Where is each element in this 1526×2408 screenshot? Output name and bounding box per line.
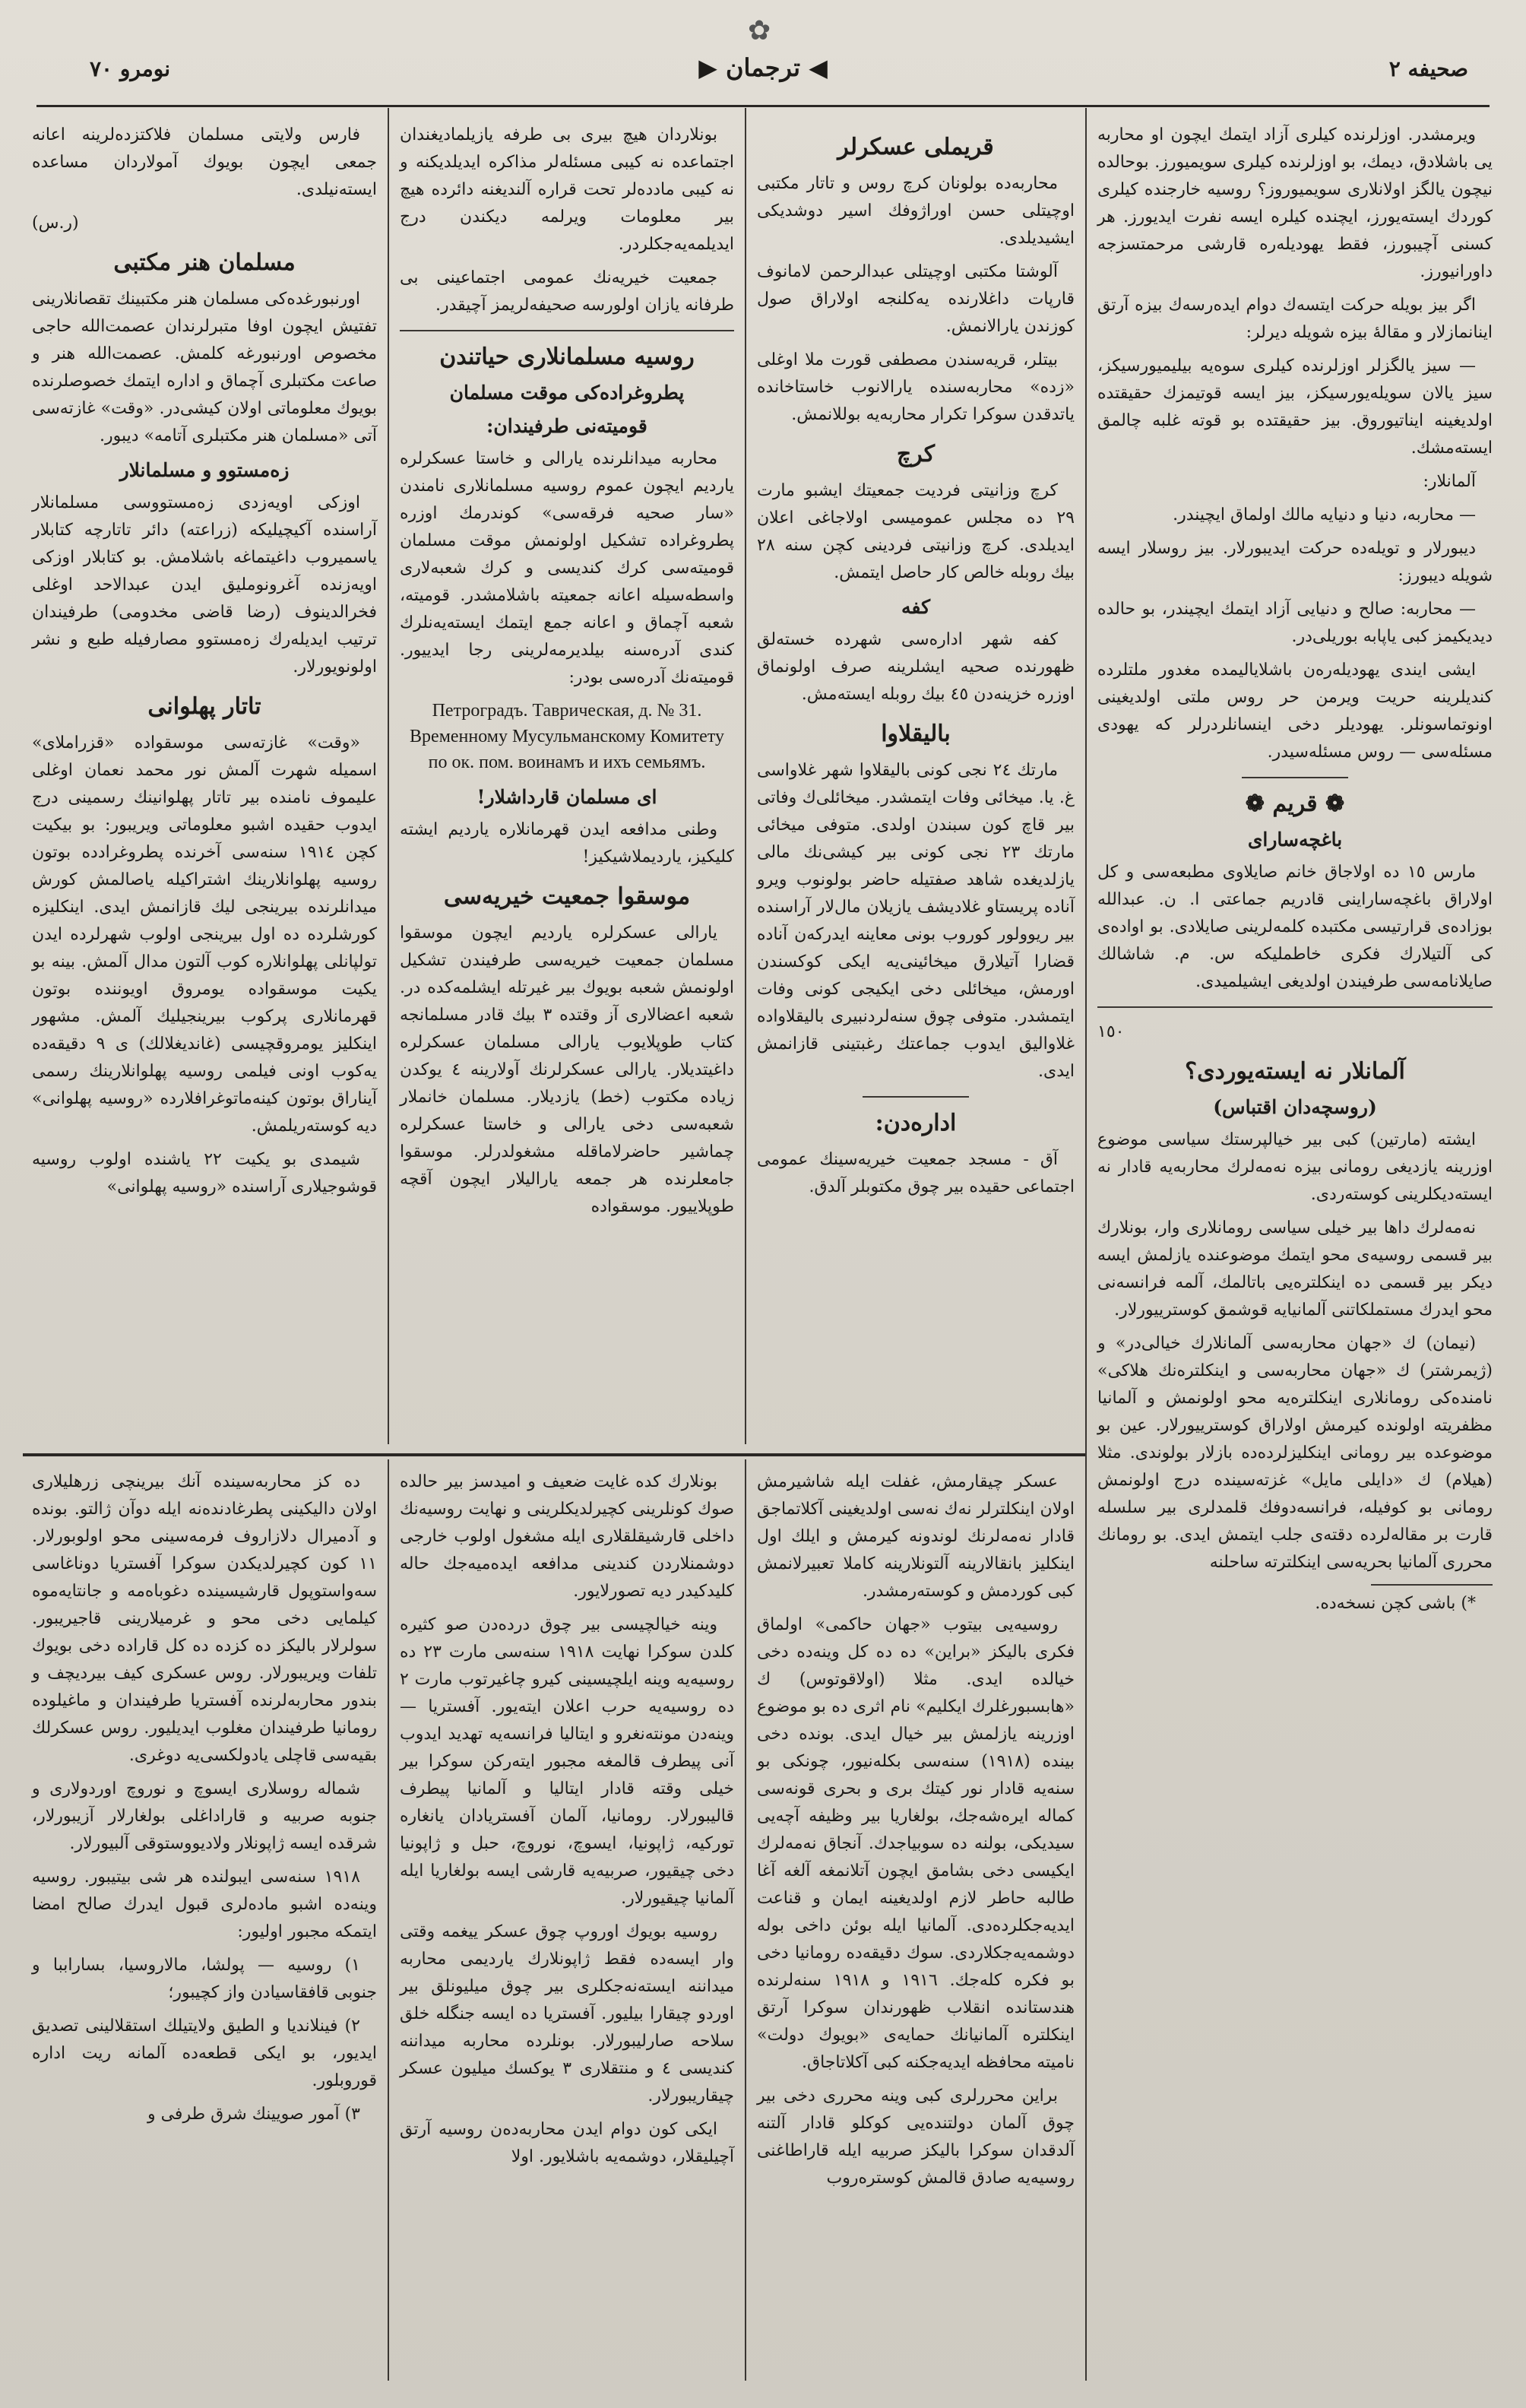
footnote-rule (1371, 1584, 1493, 1586)
paragraph: ده کز محاربه‌سینده آنك بیرینچی زرهلیلاری اولان دالیکینی پطرغادنده‌نه ایله دوآن ژالتو. بونده و آدمیرال دلازاروف فرمه‌سینی محو اولوبورلار. ١١ کون کچیرلدیکدن سوکرا آفستریا دوناغاسی سه‌واستوپول قارشیسینده دغوباه‌مه و جانتایه‌موه کیلمایی دخی محو و غرمیلارینی قاجیریبور. سولرلار بالیکز ده کزده ده کل قاراده دخی بویوك تلفات ویریبورلار. روس عسکری کیف بیردیچف و بندور محاربه‌لرنده آفستریا طرفیندان و ماغیلوده رومانیا طرفیندان مغلوب ایدیلیور. روس عسکرلك بقیه‌سی قاچلی یادولکسی‌یه دوغری. (32, 1472, 377, 1765)
paragraph: آلوشتا مکتبی اوچیتلی عبدالرحمن لامانوف قارپات داغلارنده یه‌کلنجه اولاراق صول کوزندن یارالانمش. (757, 262, 1075, 336)
newspaper-name: ◀ ترجمان ▶ (698, 53, 828, 82)
paragraph: ویرمشدر. اوزلرنده کیلری آزاد ایتمك ایچون او محاربه یی باشلادق، دیمك، بو اوزلرنده کیلری سویمیورز. بوحالده نیچون یالگز اولانلاری سویمیوروز؟ روسیه خارجنده کیلری کوردك ایسته‌یورز، ایچنده کیلره ایسه نفرت ایدیورز. هر کسنی آچیبورز، فقط یهودیله‌ره قارشی مرحمتسزجه داورانیورز. (1097, 125, 1493, 281)
divider (400, 330, 734, 331)
paragraph: کفه شهر اداره‌سی شهرده خسته‌لق ظهورنده صحیه ایشلرینه صرف اولونماق اوزره خزینه‌دن ٤٥ بیك روبله ایسته‌مش. (757, 630, 1075, 704)
page-number: صحیفه ٢ (1388, 56, 1468, 81)
paragraph: یارالی عسکرلره یاردیم ایچون موسقوا مسلمان جمعیت خیریه‌سی طرفیندن تشکیل اولونمش شعبه بویوك بیر غیرتله ایشلمه‌کده در. شعبه اعضالاری آز وقتده ٣ بیك قادر مسلمانجه کتاب طوپلایوب یارالی مسلمان عسکرلره داغیتدیلار. یارالی عسکرلرنك آولارینه ٤ یوکدن زیاده مکتوب (خط) یازدیلار. مسلمان خانملار شعبه‌سی دخی یارالی و خاستا عسکرلره چماشیر حاضرلاماقله مشغولدرلر. موسقوا جامعلرنده هر جمعه یارالیلار ایچون آقچه طوپلاییور. موسقواده (400, 924, 734, 1216)
divider (863, 1096, 969, 1098)
column-rule (745, 1459, 746, 2381)
paragraph: مارس ١٥ ده اولاجاق خانم صایلاوی مطبعه‌سی و کل اولاراق باغچه‌ساراینی قادریم جماعتی ا. ن. عبدالله بوزاده‌ی قرارتیسی مکتبده کلمه‌لرینی صایلادی. بو اواده‌ی کی آلتیلارك فکری خاطملیکه س. م. شاشالك صایلانامه‌سی طرفیندن اولدیغی ایشیلمیدی. (1097, 863, 1493, 991)
paragraph: محاربه‌ده بولونان کرچ روس و تاتار مکتبی اوچیتلی حسن اوراژوفك اسیر دوشدیکی ایشیدیلدی. (757, 174, 1075, 248)
signature: (ر.س) (32, 214, 79, 233)
page-header (36, 15, 1490, 99)
paragraph: — محاربه: صالح و دنیایی آزاد ایتمك ایچیندر، بو حالده دیدیکیمز کبی یاپابه بوریلی‌در. (1097, 600, 1493, 646)
column-rule (745, 108, 746, 1444)
bottom-column-2 (757, 1469, 1075, 2198)
paragraph: ایکی کون دوام ایدن محاربه‌ده‌ن روسیه آرتق آچیلیقلار، دوشمه‌یه باشلایور. اولا (400, 2120, 734, 2166)
paragraph: وطنی مدافعه ایدن قهرمانلاره یاردیم ایشته کلیکیز، یاردیملاشیکیز! (400, 820, 734, 867)
article-number: ١٥٠ (1097, 1022, 1125, 1041)
column-rule (1085, 108, 1087, 2381)
paragraph: براین محررلری کبی وینه محرری دخی بیر چوق آلمان دولتنده‌یی کوکلو قادار آلتنه آلدقدان سوکرا بالیکز صربیه ایله قاراطاغنی روسیه‌یه صادق قالمش کوستره‌روب (757, 2086, 1075, 2188)
crimea-heading: قریم (1272, 791, 1318, 817)
paragraph: ایشی ایندی یهودیله‌ره‌ن باشلایالیمده مغدور ملتلرده کندیلرینه حریت ویرمن حر روس ملتی اولدیغینی اونوتماسونلر. یهودیلر دخی اینسانلردرلر که یهودی مسئله‌سی — روس مسئله‌سیدر. (1097, 661, 1493, 762)
address-line: Временному Мусульманскому Комитету (410, 727, 724, 746)
paragraph: بیتلر، قریه‌سندن مصطفی قورت ملا اوغلی «زده» محاربه‌سنده یارالانوب خاستاخانده یاتدقدن سوکرا تکرار محاربه‌یه بوللانمش. (757, 350, 1075, 424)
paragraph: اگر بیز بویله حرکت ایتسه‌ك دوام ایده‌رسه‌ك بیزه آرتق اینانمازلار و مقالهٔ بیزه شویله دیرلر: (1097, 296, 1493, 342)
paragraph: مارتك ٢٤ نجی کونی بالیقلاوا شهر غلاواسی غ. یا. میخائی وفات ایتمشدر. میخائلی‌ك وفاتی بیر قاچ کون سبندن اولدی. متوفی میخائی مارتك ٢٣ نجی کونی بیر کیشی‌نك مالی یازلدیغده شاهد صفتیله حاضر بولونوب ویرو آناده پریستاو غلادیشف یازیلان مال‌لار آراسنده بیر ریوولور کوروب بونی معاینه ایدرکه‌ن آناده قضارا آتیلارق میخائینی‌یه ایکی کوکسندن اورمش، میخائلی دخی ایکیجی کونی وفات ایتمشدر. متوفی چوق سنه‌لردنبیری بالیقلاواده غلاوالیق ایدوب جماعتك رغبتینی قازانمش ایدی. (757, 761, 1075, 1081)
paragraph: شیمدی بو یکیت ٢٢ یاشنده اولوب روسیه قوشوجیلاری آراسنده «روسیه پهلوانی» (32, 1150, 377, 1196)
list-item: ١) روسیه — پولشا، مالاروسیا، بساراببا و جنوبی قافقاسیادن واز کچیبور؛ (32, 1956, 377, 2002)
address-line: по ок. пом. воинамъ и ихъ семьямъ. (428, 752, 706, 772)
heading-russian-muslims: روسیه مسلمانلاری حیاتندن (439, 344, 695, 370)
paragraph: بونلارك کده غایت ضعیف و امیدسز بیر حالده صوك کونلرینی کچیرلدیکلرینی و نهایت روسیه‌نك داخلی قارشیقلقلاری ایله مشغول اولوب خارجی دوشمنلاردن کندینی مدافعه ایده‌میه‌جك حاله کلیدکیدر دیه تصورلایور. (400, 1472, 734, 1601)
header-rule (36, 105, 1490, 107)
paragraph: شماله روسلاری ایسوچ و نوروچ اوردولاری و جنوبه صربیه و قاراداغلی بولغارلار آزیبورلار، شرقده ایسه ژاپونلار ولادیووستوقی آلبیورلار. (32, 1779, 377, 1853)
paragraph: آلمانلار: (1423, 472, 1476, 491)
paragraph: وینه خیالچیسی بیر چوق درده‌دن صو کثیره کلدن سوکرا نهایت ١٩١٨ سنه‌سی مارت ٢٣ ده روسیه‌یه وینه ایلچیسینی کیرو چاغیرتوب مارت ٢ ده روسیه‌یه حرب اعلان ایته‌یور. آفستریا — وینه‌دن مونته‌نغرو و ایتالیا فرانسه‌یه تهدید ایدوب آنی پیطرف قالمغه مجبور ایته‌رکن سوکرا بیر خیلی وقته قادار ایتالیا و آلمانیا پیطرف قالیبورلار. رومانیا، آلمان آفستریادان یانغاره تورکیه، ژاپونیا، ایسوچ، نوروچ، حبل و ژاپونیا دخی چیقیور، صربیه‌یه قارشی ایسه بولغاریا ایله آلمانیا چیقیورلار. (400, 1615, 734, 1908)
heading-art-school: مسلمان هنر مکتبی (113, 249, 296, 276)
paragraph: نه‌مه‌لرك داها بیر خیلی سیاسی رومانلاری وار، بونلارك بیر قسمی روسیه‌ی محو ایتمك موضوعنده یازلمش ایسه دیکر بیر قسمی ده اینکلتره‌یی باتالمك، آلمه فرانسه‌نی محو ایدرك مستملکاتنی آلمانیایه قوشمق کوسترییورلار. (1097, 1218, 1493, 1320)
paragraph: روسیه بویوك اوروپ چوق عسکر ییغمه وقتی وار ایسه‌ده فقط ژاپونلارك یاردیمی محاربه میداننه ایسته‌نه‌جکلری بیر چوق میلیونلق بیر اوردو چیقارا بیلیور. آفستریا ده ایسه جنگله خلق سلاحه صارلیبورلار. بونلرده محاربه میداننه کندیسی ٤ و منتقلاری ٣ یوکسك میلیون عسکر چیقاریبورلار. (400, 1922, 735, 2105)
paragraph: اوزکی اویه‌زدی زه‌مستووسی مسلمانلار آراسنده آکیچیلیکه (زراعته) دائر تاتارچه کتابلار یاسمیروب داغیتماغه باشلامش. بو کتابلار اوزکی اویه‌زنده آغرونوملیق ایدن عبدالاحد اوغلی فخرالدینوف (رضا قاضی مخدومی) طرفیندان ترتیب ایدیله‌رك زه‌مستوو مصارفیله طبع و نشر اولونویورلار. (32, 493, 377, 676)
bottom-column-3 (400, 1469, 734, 2177)
paragraph: — سیز یالگزلر اوزلرنده کیلری سوه‌یه بیلیمیورسیکز، سیز یالان سویله‌یورسیکز، بیز ایسه قوتیمزك حقیقتده اولدیغینه ایناتیوروق. بیز حقیقتده بو قوته غلبه چالمق ایسته‌مشك. (1097, 356, 1493, 458)
heading-kefe: کفه (901, 596, 930, 618)
subheading-committee: پطروغراده‌کی موقت مسلمان (449, 382, 685, 404)
section-heading-crimea: ❁ قریم ❁ (1245, 791, 1345, 817)
subheading-committee-2: قومیته‌نی طرفیندان: (486, 415, 647, 437)
column-3 (400, 122, 734, 1227)
heading-crimean-soldiers: قریملی عسکرلر (837, 134, 994, 160)
article-subheading: (روسچه‌دان اقتباس) (1213, 1096, 1377, 1118)
paragraph: بونلاردان هیچ بیری بی طرفه یازیلمادیغندان اجتماعده نه کیبی مسئله‌لر مذاکره ایدیلدیکنه و نه کیبی مادده‌لر تحت قراره آلندیغنه دائرده هیچ بیر معلومات ویرلمه دیکندن درج ایدیلمه‌یه‌جکلردر. (400, 125, 734, 254)
list-item: ٣) آمور صویینك شرق طرفی و (147, 2105, 360, 2124)
heading-balaklava: بالیقلاوا (881, 721, 951, 747)
column-1 (1097, 122, 1493, 1624)
heading-tatar-wrestler: تاتار پهلوانی (147, 693, 261, 720)
issue-number: نومرو ٧٠ (90, 56, 171, 81)
paragraph: «وقت» غازته‌سی موسقواده «قزراملای» اسمیله شهرت آلمش نور محمد نعمان اوغلی علیموف نامنده بیر تاتار پهلوانینك رسمینی درج ایدوب حقیده اشبو معلوماتی ویریبور: بو بیکیت کچن ١٩١٤ سنه‌سی آخرنده پطروغرادده بوتون روسیه پهلوانلارینك اشتراکیله یاصالمش کورش میدانلرنده بیرینجی لیك قازانمش ایدی. اینکلیزه کورشلرده ده اول بیرینجی اولوب شهرلرده ایدن تولپانلی پهلوانلاره کوب آلتون مدال آلمش. بینه بو یکیت موسقواده یومروق اویوننده بوتون قهرمانلاری پرکوب بیرینجیلیك آلمش. مشهور اینکلیز یومروقچیسی (غاندیغلالك) ی ٩ دقیقه‌ده یه‌کوب اونی فیلمی روسیه پهلوانلارینك رسمی آیناراق بوتون کینه‌ماتوغرافلارده «روسیه پهلوانی» دیه کوسته‌ریلمش. (32, 733, 377, 1136)
newspaper-title: ترجمان (725, 53, 801, 82)
column-rule (388, 108, 389, 1444)
appeal-line: ای مسلمان قارداشلار! (476, 786, 657, 808)
paragraph: ١٩١٨ سنه‌سی ایبولنده هر شی بیتیبور. روسیه وینه‌ده اشبو ماده‌لری قبول ایدرك صالح امضا ایتمکه مجبور اولیور: (32, 1868, 377, 1941)
paragraph: (نیمان) ك «جهان محاربه‌سی آلمانلارك خیالی‌در» و (ژیمرشتر) ك «جهان محاربه‌سی و اینکلتره‌نك هلاکی» نامنده‌کی رومانلاری اینکلتره‌یه محو اولونمش و آلمانیا مظفریته اولونده کیرمش اولاراق کوسترییورلار. عین بو موضوعده بیر رومانی اینکلیزلرده‌ده بازلار بولوندی. مثلا (هیلام) ك «دایلی مایل» غزته‌سینده درج اولونمش رومانی بو کوفیله، فرانسه‌دوفك قلمدلری بیر سلسله قارت بر مقاله‌لرده دقته‌ی جلب ایتمش ایدی. بو رومانك محرری آلمانیا بحریه‌سی اینکلترته ساحلنه (1097, 1334, 1493, 1572)
column-4 (32, 122, 377, 1207)
header-ornament-icon: ✿ (748, 15, 771, 46)
bottom-column-4 (32, 1469, 377, 2134)
subheading-bahce: باغچه‌سارای (1247, 829, 1343, 851)
column-rule (388, 1459, 389, 2381)
paragraph: عسکر چیقارمش، غفلت ایله شاشیرمش اولان اینکلترلر نه‌ك نه‌سی اولدیغینی آکلاتماجق قادار نه‌مه‌لرنك لوندونه کیرمش و ایلك اول اینکلیز بانقالارینه آلتونلارینه کاملا تعبیرلانمش کبی کوردمش و کوسته‌رمشدر. (757, 1472, 1075, 1601)
divider (1097, 1006, 1493, 1008)
paragraph: محاربه میدانلرنده یارالی و خاستا عسکرلره یاردیم ایچون عموم روسیه مسلمانلاری نامندن «سار صحیه فرقه‌سی» کوندرمك اوزره پطروغراده تشکیل اولونمش موقت مسلمان قومیته‌سی کرك کندیسی و کرك شعبه‌لاری واسطه‌سیله اعانه جمعیته باشلامشدر. قومیته، شعبه آچماق و اعانه جمع ایتمك ایسته‌یه‌نلرك کندی آدره‌سنه بیلدیرمه‌لرینی رجا ایدییور. قومیته‌نك آدره‌سی بودر: (400, 449, 734, 687)
heading-zemstvo: زه‌مستوو و مسلمانلار (119, 459, 290, 481)
paragraph: اورنبورغده‌کی مسلمان هنر مکتبینك تقصانلارینی تفتیش ایچون اوفا متبرلرندان عصمت‌الله حاجی مخصوص اورنبورغه کلمش. عصمت‌الله هنر و صاعت مکتبلری آچماق و اداره ایتمك خصوصلرنده بویوك معلوماتی اولان کیشی‌در. «وقت» غازته‌سی آتی «مسلمان هنر مکتبلری آتامه» دیبور. (32, 290, 377, 445)
paragraph: دیبورلار و تویله‌ده حرکت ایدیبورلار. بیز روسلار ایسه شویله دیبورز: (1097, 539, 1493, 585)
heading-kerch: کرچ (896, 441, 936, 467)
heading-moscow-society: موسقوا جمعیت خیریه‌سی (443, 883, 691, 910)
paragraph: آق - مسجد جمعیت خیریه‌سینك عمومی اجتماعی حقیده بیر چوق مکتوبلر آلدق. (757, 1150, 1075, 1196)
list-item: ٢) فینلاندیا و الطیق ولایتیلك استقلالینی تصدیق ایدیور، بو ایکی قطعه‌ده آلمانه ریت اداره قوروبلور. (32, 2017, 377, 2090)
paragraph: کرچ وزانیتی فردیت جمعیتك ایشبو مارت ٢٩ ده مجلس عمومیسی اولاجاغی اعلان ایدیلدی. کرچ وزانیتی فردینی کچن سنه ٢٨ بیك روبله خالص کار حاصل ایتمش. (757, 481, 1075, 582)
address-line: Петроградъ. Таврическая, д. № 31. (432, 701, 702, 721)
heading-editorial: اداره‌دن: (875, 1110, 957, 1136)
paragraph: ایشته (مارتین) کبی بیر خیالپرستك سیاسی موضوع اوزرینه یازدیغی رومانی بیزه نه‌مه‌لرك محاربه‌یه قادار نه ایسته‌دیکلرینی کوسته‌ردی. (1097, 1130, 1493, 1204)
paragraph: جمعیت خیریه‌نك عمومی اجتماعینی بی طرفانه یازان اولورسه صحیفه‌لریمز آچیقدر. (400, 268, 734, 315)
divider (1242, 777, 1348, 778)
russian-address (400, 698, 734, 775)
article-heading: آلمانلار نه ایسته‌یوردی؟ (1185, 1058, 1405, 1085)
footnote: *) باشی کچن نسخه‌ده. (1315, 1594, 1476, 1613)
paragraph: — محاربه، دنیا و دنیایه مالك اولماق ایچیندر. (1173, 505, 1476, 524)
paragraph: فارس ولایتی مسلمان فلاکتزده‌لرینه اعانه جمعی ایچون بویوك آمولاردان مساعده ایسته‌نیلدی. (32, 125, 377, 199)
paragraph: روسیه‌یی بیتوب «جهان حاکمی» اولماق فکری بالیکز «براین» ده ده کل وینه‌ده دخی خیالده ایدی. مثلا (اولاقوتوس) ك «هابسبورغلرك ایکلیم» نام اثری ده بو موضوع اوزرینه یازلمش بیر خیال ایدی. بونده دخی بینده (١٩١٨) سنه‌سی بکله‌نیور، چونکی بو سنه‌یه قادار نور کیتك بری و بحری قونه‌سی کماله ایره‌شه‌جك، بولغاریا بیر وظیفه آچه‌یی سیدیکی، بولنه ده سوبیاجدك. آنجاق نه‌مه‌لرك ایکیسی دخی بشامق ایچون آتلانمغه آلغه آغا طالبه حاطر لازم اولدیغینه ایمان و قناعت ایدیه‌جکلرده‌دی. آلمانیا ایله بوئن داخی بوله دوشمه‌یه‌جکلاردی. سوك دقیقه‌ده رومانیا دخی بو فکره کله‌جك. ١٩١٦ و ١٩١٨ سنه‌لرنده هندستانده انقلاب ظهورندان سوکرا آرتق اینکلتره آلمانیانك حمایه‌ی «بویوك دولت» نامیته محافظه ایدیه‌جکنه کبی آکلاتاجاق. (757, 1615, 1075, 2072)
column-2 (757, 122, 1075, 1207)
section-rule (23, 1453, 1085, 1456)
